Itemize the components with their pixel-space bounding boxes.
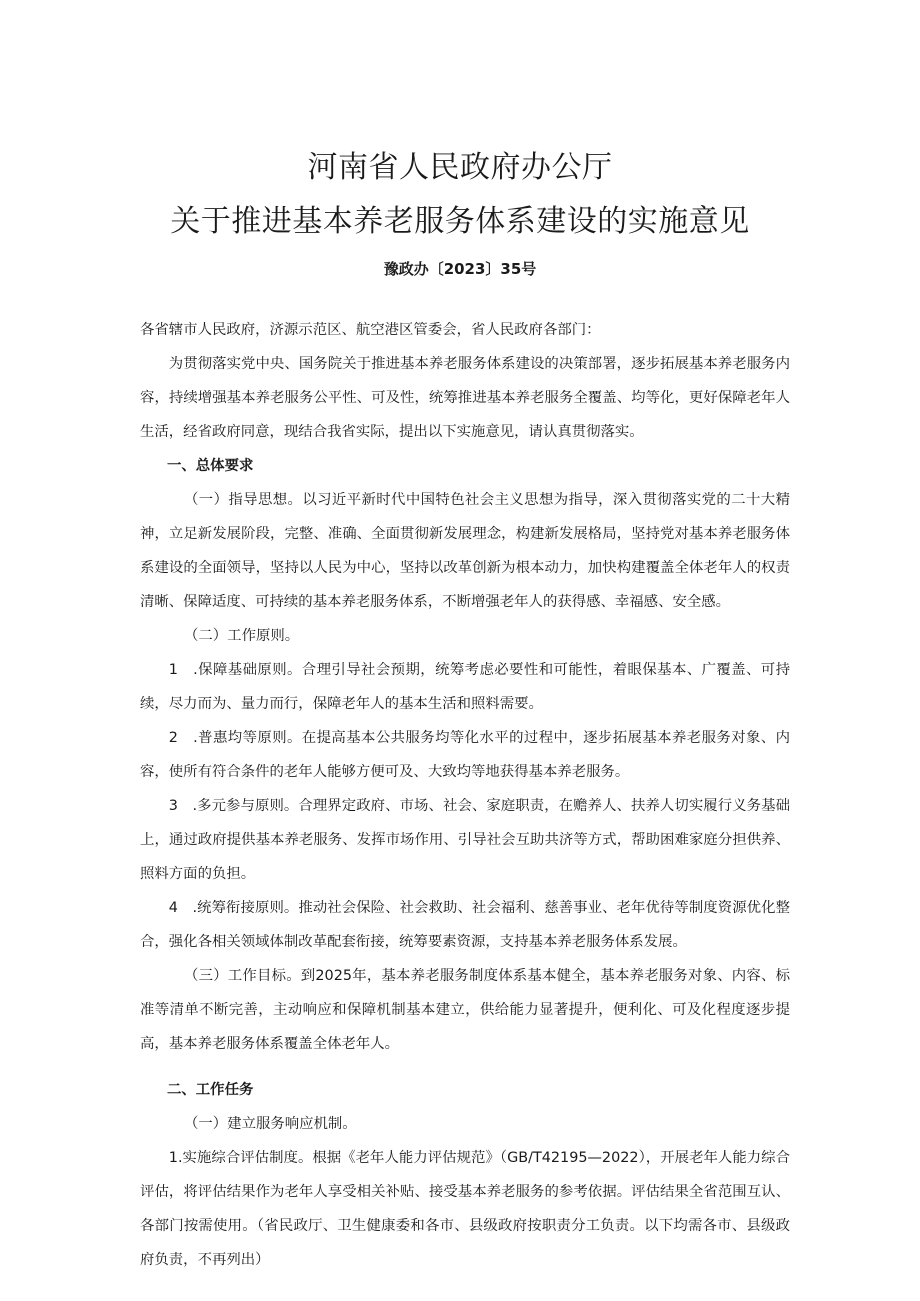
document-title-line1: 河南省人民政府办公厅 <box>307 150 613 185</box>
work-goals-paragraph: （三）工作目标。到2025年，基本养老服务制度体系基本健全，基本养老服务对象、内容、标准等清单不断完善，主动响应和保障机制基本建立，供给能力显著提升，便利化、可及化程度逐步提高，基本养老服务体系覆盖全体老年人。 <box>140 968 790 1052</box>
document-number: 豫政办〔2023〕35号 <box>383 260 537 278</box>
section-heading-general-requirements: 一、总体要求 <box>167 458 254 474</box>
assessment-system-paragraph: 1.实施综合评估制度。根据《老年人能力评估规范》（GB/T42195—2022），开展老年人能力综合评估，将评估结果作为老年人享受相关补贴、接受基本养老服务的参考依据。评估结果全省范围互认、各部门按需使用。（省民政厅、卫生健康委和各市、县级政府按职责分工负责。以下均需各市、县级政府负责，不再列出） <box>140 1150 790 1268</box>
section-heading-work-tasks: 二、工作任务 <box>167 1082 254 1098</box>
work-principles-heading: （二）工作原则。 <box>184 628 300 644</box>
document-title-line2: 关于推进基本养老服务体系建设的实施意见 <box>170 204 750 239</box>
principle-2-paragraph: 2 .普惠均等原则。在提高基本公共服务均等化水平的过程中，逐步拓展基本养老服务对象、内容，使所有符合条件的老年人能够方便可及、大致均等地获得基本养老服务。 <box>140 730 790 780</box>
principle-3-paragraph: 3 .多元参与原则。合理界定政府、市场、社会、家庭职责，在赡养人、扶养人切实履行义务基础上，通过政府提供基本养老服务、发挥市场作用、引导社会互助共济等方式，帮助困难家庭分担供养、照料方面的负担。 <box>140 798 790 882</box>
intro-paragraph: 为贯彻落实党中央、国务院关于推进基本养老服务体系建设的决策部署，逐步拓展基本养老服务内容，持续增强基本养老服务公平性、可及性，统筹推进基本养老服务全覆盖、均等化，更好保障老年人生活，经省政府同意，现结合我省实际，提出以下实施意见，请认真贯彻落实。 <box>140 356 790 440</box>
principle-4-paragraph: 4 .统筹衔接原则。推动社会保险、社会救助、社会福利、慈善事业、老年优待等制度资源优化整合，强化各相关领域体制改革配套衔接，统筹要素资源，支持基本养老服务体系发展。 <box>140 900 790 950</box>
service-response-heading: （一）建立服务响应机制。 <box>184 1116 357 1132</box>
principle-1-paragraph: 1 .保障基础原则。合理引导社会预期，统筹考虑必要性和可能性，着眼保基本、广覆盖、可持续，尽力而为、量力而行，保障老年人的基本生活和照料需要。 <box>140 662 790 712</box>
salutation: 各省辖市人民政府，济源示范区、航空港区管委会，省人民政府各部门： <box>140 322 601 338</box>
guiding-ideology-paragraph: （一）指导思想。以习近平新时代中国特色社会主义思想为指导，深入贯彻落实党的二十大精神，立足新发展阶段，完整、准确、全面贯彻新发展理念，构建新发展格局，坚持党对基本养老服务体系建设的全面领导，坚持以人民为中心，坚持以改革创新为根本动力，加快构建覆盖全体老年人的权责清晰、保障适度、可持续的基本养老服务体系，不断增强老年人的获得感、幸福感、安全感。 <box>140 492 790 610</box>
